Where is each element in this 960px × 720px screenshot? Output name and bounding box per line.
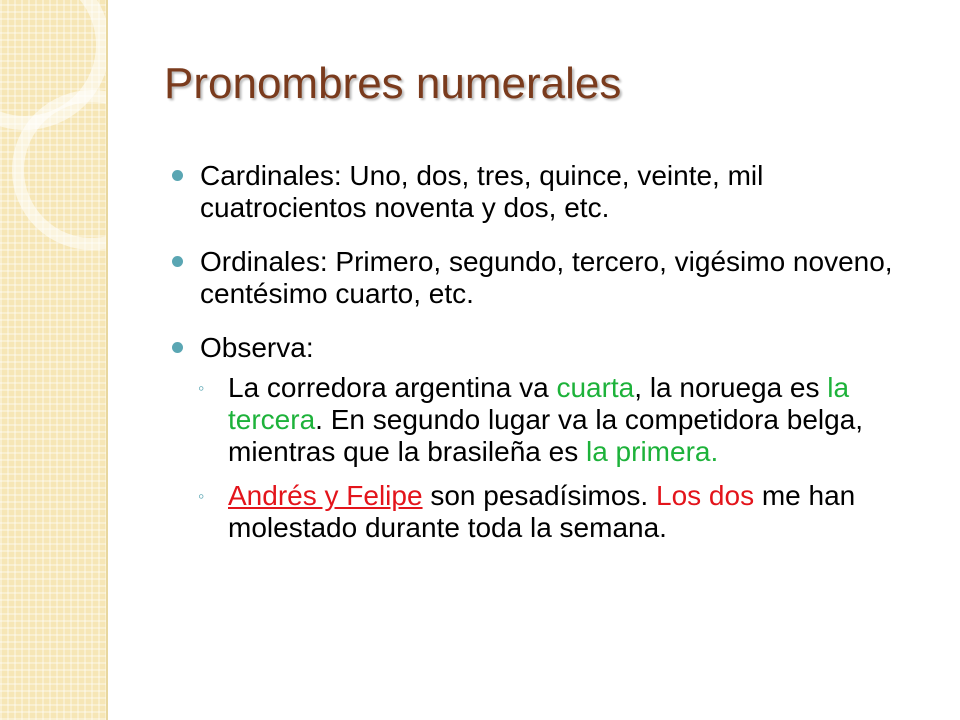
highlight-ordinal: la tercera bbox=[228, 372, 850, 435]
highlight-cardinal: Los dos bbox=[656, 480, 755, 511]
example-text: son pesadísimos. bbox=[422, 480, 656, 511]
sub-bullet-icon: ◦ bbox=[198, 486, 205, 506]
example-text: La corredora argentina va bbox=[228, 372, 557, 403]
bullet-text: Ordinales: Primero, segundo, tercero, vigésimo noveno, centésimo cuarto, etc. bbox=[200, 246, 893, 309]
sub-bullet-example-2 bbox=[172, 480, 932, 544]
example-text: , la noruega es bbox=[634, 372, 828, 403]
strip-divider bbox=[106, 0, 108, 720]
sub-bullet-icon: ◦ bbox=[198, 378, 205, 398]
highlight-ordinal: la primera bbox=[585, 436, 711, 467]
bullet-text: Cardinales: Uno, dos, tres, quince, veinte, mil cuatrocientos noventa y dos, etc. bbox=[200, 160, 764, 223]
example-text: me han molestado durante toda la semana. bbox=[228, 480, 856, 543]
highlight-antecedent: Andrés y Felipe bbox=[228, 480, 423, 511]
bullet-cardinales bbox=[172, 160, 932, 224]
highlight-ordinal: cuarta bbox=[556, 372, 635, 403]
bullet-observa bbox=[172, 332, 932, 364]
bullet-icon bbox=[172, 342, 183, 353]
bullet-text: Observa: bbox=[200, 332, 314, 363]
decorative-side-strip bbox=[0, 0, 106, 720]
example-text: . En segundo lugar va la competidora belga, mientras que la brasileña es bbox=[228, 404, 864, 467]
slide-title: Pronombres numerales bbox=[164, 59, 622, 108]
bullet-ordinales bbox=[172, 246, 932, 310]
bullet-icon bbox=[172, 170, 183, 181]
slide-content bbox=[172, 160, 932, 556]
bullet-icon bbox=[172, 256, 183, 267]
sub-bullet-example-1 bbox=[172, 372, 932, 468]
example-text: . bbox=[710, 436, 719, 467]
